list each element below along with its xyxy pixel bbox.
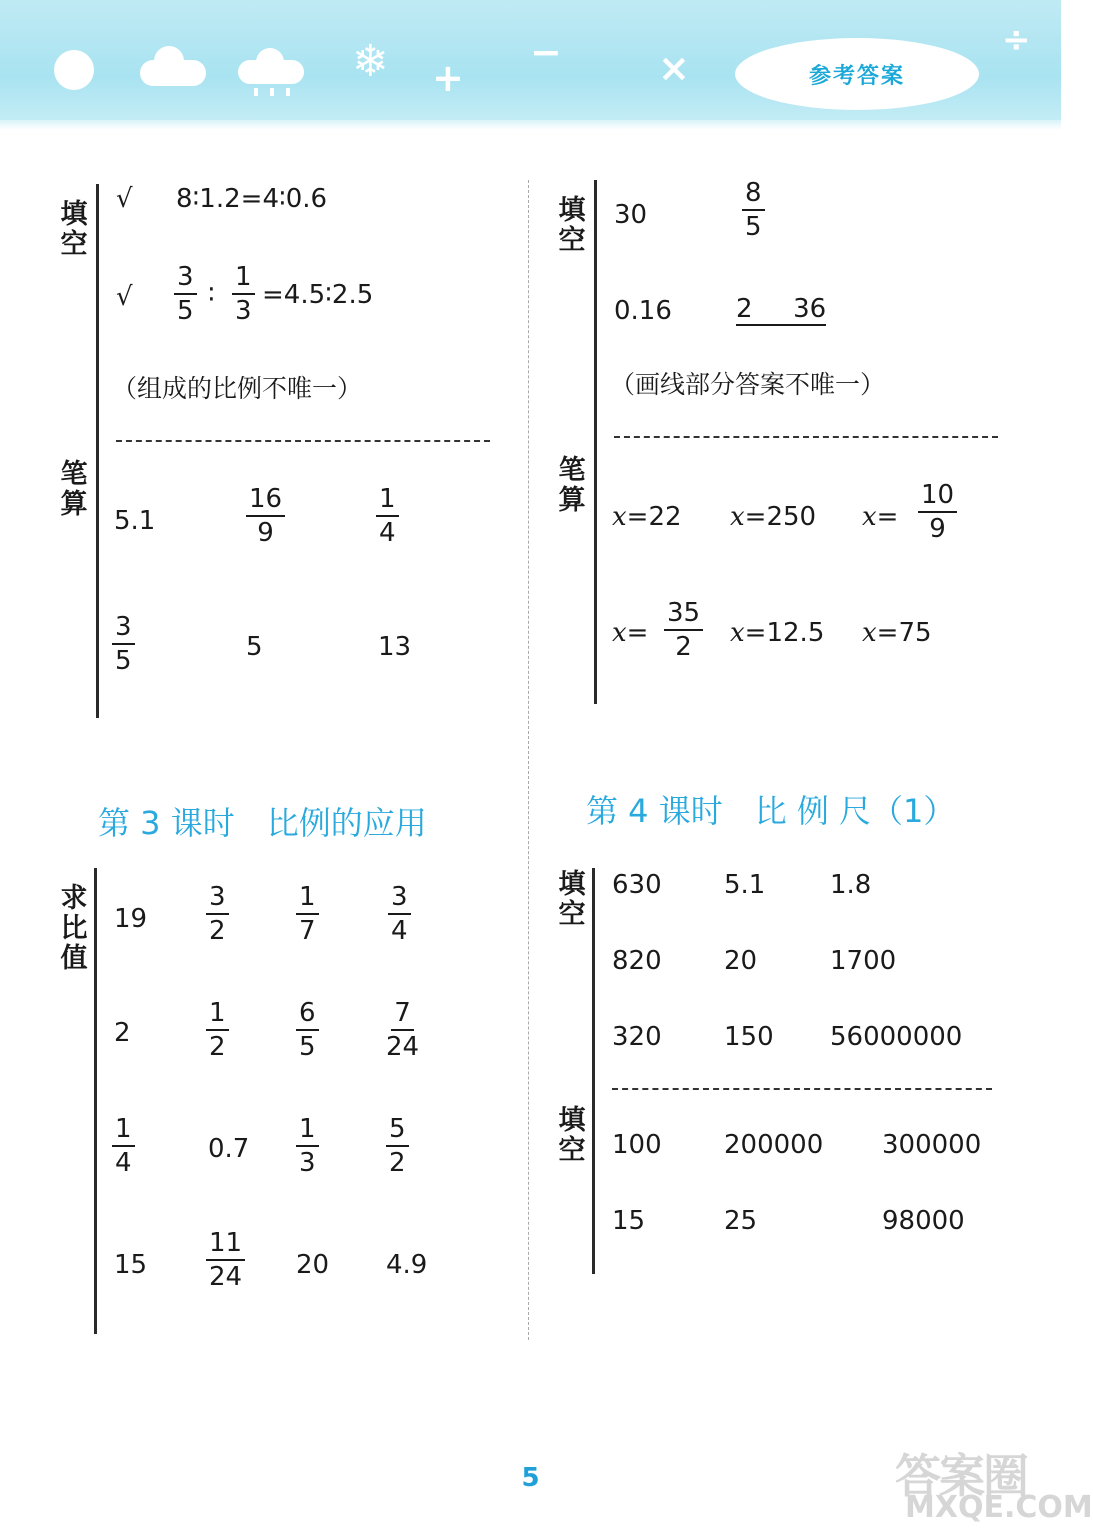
plus-icon: + bbox=[432, 56, 464, 100]
section-separator bbox=[612, 1088, 992, 1090]
answer: 2 bbox=[114, 1018, 131, 1048]
equation-lhs bbox=[862, 504, 898, 530]
section-rule bbox=[96, 184, 99, 718]
fraction: $\frac{8}{5}$ bbox=[742, 180, 765, 240]
label-fill-blank: 填空 bbox=[558, 1105, 586, 1166]
note: （画线部分答案不唯一） bbox=[610, 370, 886, 399]
fraction: $\frac{1}{3}$ bbox=[232, 264, 255, 324]
fraction: $\frac{35}{2}$ bbox=[664, 600, 703, 660]
answer: 150 bbox=[724, 1022, 774, 1052]
watermark-logo: 答案圈 bbox=[895, 1449, 1027, 1503]
answer: 5 bbox=[246, 632, 263, 662]
watermark-url: MXQE.COM bbox=[905, 1490, 1093, 1525]
answer: 12.5 bbox=[766, 618, 825, 648]
answer: 56000000 bbox=[830, 1022, 963, 1052]
section-rule bbox=[594, 180, 597, 704]
lesson-title: 第 3 课时 比例的应用 bbox=[98, 804, 427, 842]
section-separator bbox=[116, 440, 490, 442]
ratio-colon: ∶ bbox=[208, 280, 215, 310]
variable-x: x bbox=[612, 502, 627, 532]
fraction: $\frac{5}{2}$ bbox=[386, 1116, 409, 1176]
answer: 300000 bbox=[882, 1130, 982, 1160]
answer: 36 bbox=[793, 294, 827, 324]
answer: 20 bbox=[296, 1250, 330, 1280]
fraction: $\frac{3}{2}$ bbox=[206, 884, 229, 944]
answer: 98000 bbox=[882, 1206, 965, 1236]
header-shadow bbox=[0, 120, 1061, 130]
answer: 200000 bbox=[724, 1130, 824, 1160]
proportion-expr: =4.5∶2.5 bbox=[262, 280, 374, 310]
answer: 250 bbox=[766, 502, 817, 532]
variable-x: x bbox=[730, 502, 745, 532]
fraction: $\frac{1}{2}$ bbox=[206, 1000, 229, 1060]
answer: 2 bbox=[736, 294, 753, 324]
equals-sign: = bbox=[744, 618, 767, 648]
answer: 320 bbox=[612, 1022, 662, 1052]
equals-sign: = bbox=[876, 618, 899, 648]
equals-sign: = bbox=[876, 502, 899, 532]
times-icon: × bbox=[658, 46, 690, 90]
equation-lhs bbox=[612, 620, 648, 646]
note: （组成的比例不唯一） bbox=[112, 374, 363, 403]
answer: 75 bbox=[898, 618, 932, 648]
rain-cloud-icon bbox=[238, 48, 304, 98]
equals-sign: = bbox=[626, 618, 649, 648]
answer: 30 bbox=[614, 200, 648, 230]
fraction: $\frac{3}{5}$ bbox=[174, 264, 197, 324]
fraction: $\frac{3}{5}$ bbox=[112, 614, 135, 674]
label-written-calc: 笔算 bbox=[558, 455, 586, 516]
label-written-calc: 笔算 bbox=[60, 459, 88, 520]
answer: 19 bbox=[114, 904, 148, 934]
label-fill-blank: 填空 bbox=[558, 869, 586, 930]
check-mark: √ bbox=[116, 184, 133, 214]
answer: 25 bbox=[724, 1206, 758, 1236]
sun-icon bbox=[54, 50, 94, 90]
fraction: $\frac{7}{24}$ bbox=[386, 998, 420, 1062]
answer: 630 bbox=[612, 870, 662, 900]
fraction: $\frac{1}{3}$ bbox=[296, 1116, 319, 1176]
variable-x: x bbox=[730, 618, 745, 648]
fraction: $\frac{16}{9}$ bbox=[246, 486, 285, 546]
answer: 100 bbox=[612, 1130, 662, 1160]
equation bbox=[612, 504, 682, 530]
answer: 1.8 bbox=[830, 870, 872, 900]
underlined-answer bbox=[736, 296, 826, 326]
section-rule bbox=[94, 868, 97, 1334]
answer: 22 bbox=[648, 502, 682, 532]
label-find-ratio: 求比值 bbox=[60, 883, 88, 974]
proportion-expr: 8∶1.2=4∶0.6 bbox=[176, 184, 328, 214]
column-divider bbox=[528, 180, 529, 1340]
check-mark: √ bbox=[116, 282, 133, 312]
equals-sign: = bbox=[744, 502, 767, 532]
equation bbox=[862, 620, 932, 646]
minus-icon: − bbox=[530, 30, 562, 74]
section-rule bbox=[592, 868, 595, 1274]
equation bbox=[730, 620, 824, 646]
fraction: $\frac{3}{4}$ bbox=[388, 884, 411, 944]
variable-x: x bbox=[612, 618, 627, 648]
variable-x: x bbox=[862, 618, 877, 648]
fraction: $\frac{11}{24}$ bbox=[206, 1230, 245, 1290]
answer: 13 bbox=[378, 632, 412, 662]
equation bbox=[730, 504, 816, 530]
answer: 820 bbox=[612, 946, 662, 976]
answer: 15 bbox=[612, 1206, 646, 1236]
answer-badge: 参考答案 bbox=[735, 38, 979, 110]
page-number: 5 bbox=[521, 1463, 540, 1493]
fraction: $\frac{10}{9}$ bbox=[918, 482, 957, 542]
fraction: $\frac{6}{5}$ bbox=[296, 1000, 319, 1060]
fraction: $\frac{1}{4}$ bbox=[376, 486, 399, 546]
answer: 5.1 bbox=[724, 870, 766, 900]
cloud-icon bbox=[140, 46, 206, 86]
fraction: $\frac{1}{7}$ bbox=[296, 884, 319, 944]
answer: 0.16 bbox=[614, 296, 672, 326]
label-fill-blank: 填空 bbox=[60, 199, 88, 260]
fraction: $\frac{1}{4}$ bbox=[112, 1116, 135, 1176]
snowflake-icon: ❄ bbox=[352, 36, 389, 87]
answer: 0.7 bbox=[208, 1134, 250, 1164]
answer: 5.1 bbox=[114, 506, 156, 536]
divide-icon: ÷ bbox=[1002, 20, 1031, 60]
variable-x: x bbox=[862, 502, 877, 532]
answer: 15 bbox=[114, 1250, 148, 1280]
label-fill-blank: 填空 bbox=[558, 195, 586, 256]
section-separator bbox=[614, 436, 998, 438]
answer: 20 bbox=[724, 946, 758, 976]
answer: 1700 bbox=[830, 946, 897, 976]
lesson-title: 第 4 课时 比 例 尺（1） bbox=[586, 792, 956, 830]
answer: 4.9 bbox=[386, 1250, 428, 1280]
equals-sign: = bbox=[626, 502, 649, 532]
